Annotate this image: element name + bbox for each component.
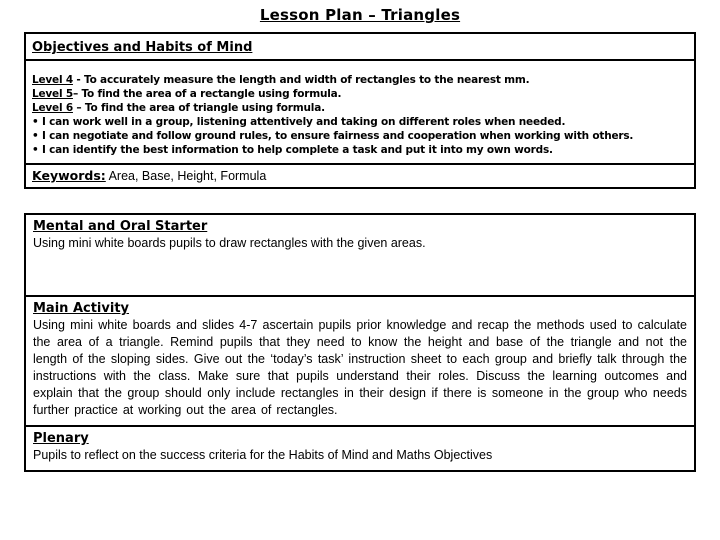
- level-5-text: – To find the area of a rectangle using formula.: [72, 88, 342, 100]
- level-6-text: – To find the area of triangle using formula.: [72, 102, 325, 114]
- habit-item: • I can identify the best information to help complete a task and put it into my own words.: [32, 144, 553, 156]
- objectives-heading: Objectives and Habits of Mind: [32, 40, 253, 55]
- level-5-line: [32, 87, 688, 101]
- mental-oral-starter-box: [24, 213, 696, 297]
- habit-item: • I can negotiate and follow ground rules, to ensure fairness and cooperation when working with others.: [32, 130, 634, 142]
- level-5-label: Level 5: [32, 88, 73, 100]
- main-activity-box: [24, 295, 696, 427]
- level-4-line: [32, 73, 688, 87]
- level-4-label: Level 4: [32, 74, 73, 86]
- starter-text: Using mini white boards pupils to draw rectangles with the given areas.: [33, 236, 426, 250]
- level-4-text: - To accurately measure the length and width of rectangles to the nearest mm.: [72, 74, 530, 86]
- keywords-box: [24, 163, 696, 189]
- page-title: Lesson Plan – Triangles: [259, 6, 461, 24]
- section-gap: [24, 189, 696, 213]
- starter-heading: Mental and Oral Starter: [33, 219, 208, 234]
- main-activity-text: Using mini white boards and slides 4-7 ascertain pupils prior knowledge and recap the methods used to calculate the area of a triangle. Remind pupils that they need to know the height and base of the triangle and not the length of the sloping sides. Give out the ‘today’s task’ instruction sheet to each group and briefly talk through the instructions with the class. Make sure that pupils understand their roles. Discuss the learning outcomes and explain that the group should only include rectangles in their design if there is someone in the group who needs further practice at working out the area of rectangles.: [33, 318, 687, 417]
- keywords-text: Area, Base, Height, Formula: [105, 169, 267, 183]
- plenary-text: Pupils to reflect on the success criteria for the Habits of Mind and Maths Objectives: [33, 448, 493, 462]
- main-activity-heading: Main Activity: [33, 301, 130, 316]
- plenary-heading: Plenary: [33, 431, 89, 446]
- objectives-heading-box: [24, 32, 696, 61]
- plenary-box: [24, 425, 696, 472]
- level-6-label: Level 6: [32, 102, 73, 114]
- level-6-line: [32, 101, 688, 115]
- habit-item: • I can work well in a group, listening attentively and taking on different roles when needed.: [32, 116, 566, 128]
- objectives-body-box: [24, 59, 696, 165]
- keywords-label: Keywords:: [32, 168, 106, 183]
